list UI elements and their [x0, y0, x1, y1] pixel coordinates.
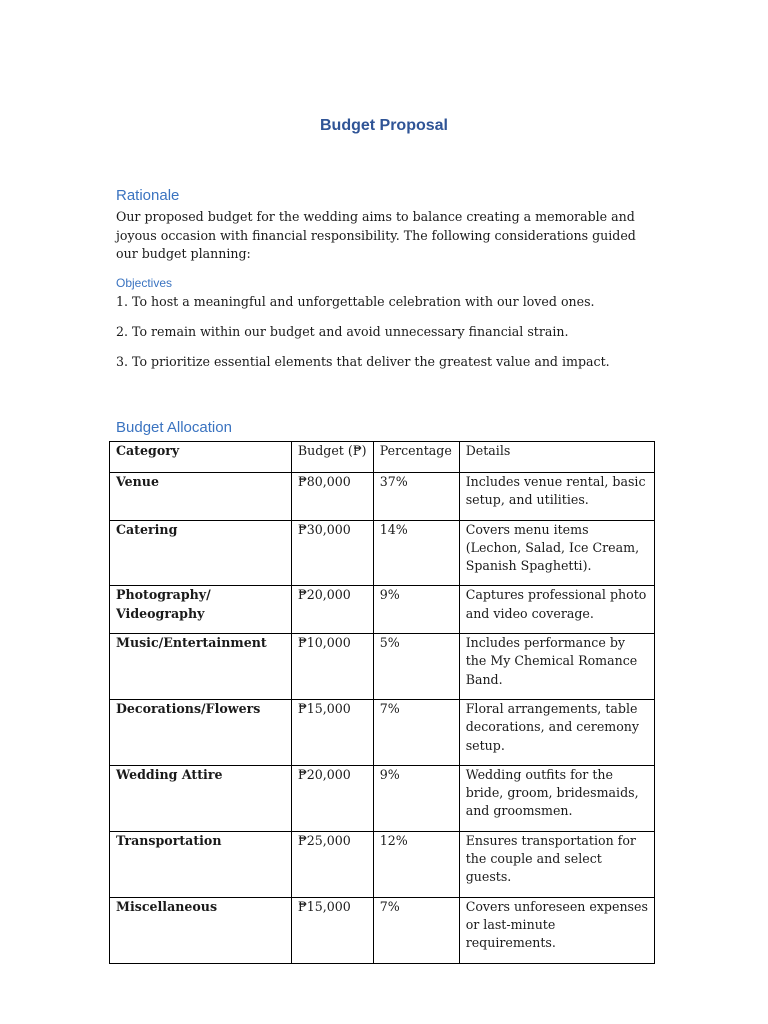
objective-item: 3. To prioritize essential elements that deliver the greatest value and impact. [116, 354, 610, 369]
budget-allocation-heading: Budget Allocation [116, 419, 232, 436]
rationale-heading: Rationale [116, 187, 180, 204]
cell-budget: ₱10,000 [291, 634, 373, 700]
column-header-budget: Budget (₱) [291, 442, 373, 473]
cell-percentage: 7% [373, 897, 459, 963]
budget-allocation-table [109, 441, 655, 964]
cell-budget: ₱25,000 [291, 831, 373, 897]
cell-category: Catering [110, 520, 292, 586]
column-header-details: Details [459, 442, 654, 473]
cell-percentage: 7% [373, 699, 459, 765]
cell-budget: ₱20,000 [291, 586, 373, 634]
cell-percentage: 14% [373, 520, 459, 586]
cell-details: Includes venue rental, basic setup, and utilities. [459, 473, 654, 521]
column-header-category: Category [110, 442, 292, 473]
cell-percentage: 9% [373, 765, 459, 831]
cell-details: Floral arrangements, table decorations, and ceremony setup. [459, 699, 654, 765]
table-row [110, 473, 655, 521]
cell-details: Covers menu items (Lechon, Salad, Ice Cream, Spanish Spaghetti). [459, 520, 654, 586]
cell-budget: ₱30,000 [291, 520, 373, 586]
cell-details: Wedding outfits for the bride, groom, bridesmaids, and groomsmen. [459, 765, 654, 831]
cell-percentage: 9% [373, 586, 459, 634]
table-row [110, 520, 655, 586]
table-row [110, 831, 655, 897]
table-header-row [110, 442, 655, 473]
cell-percentage: 5% [373, 634, 459, 700]
cell-details: Captures professional photo and video coverage. [459, 586, 654, 634]
table-row [110, 586, 655, 634]
table-row [110, 699, 655, 765]
table-row [110, 765, 655, 831]
cell-category: Music/Entertainment [110, 634, 292, 700]
cell-percentage: 12% [373, 831, 459, 897]
column-header-percentage: Percentage [373, 442, 459, 473]
objectives-heading: Objectives [116, 276, 173, 290]
cell-budget: ₱15,000 [291, 699, 373, 765]
cell-budget: ₱15,000 [291, 897, 373, 963]
document-title: Budget Proposal [319, 117, 448, 134]
cell-category: Wedding Attire [110, 765, 292, 831]
rationale-paragraph: Our proposed budget for the wedding aims to balance creating a memorable and joyous occasion with financial responsibility. The following considerations guided our budget planning: [116, 209, 636, 261]
cell-category: Photography/ Videography [110, 586, 292, 634]
objective-item: 1. To host a meaningful and unforgettable celebration with our loved ones. [116, 294, 595, 309]
table-row [110, 897, 655, 963]
cell-budget: ₱80,000 [291, 473, 373, 521]
cell-details: Ensures transportation for the couple and select guests. [459, 831, 654, 897]
cell-category: Transportation [110, 831, 292, 897]
cell-category: Venue [110, 473, 292, 521]
cell-category: Decorations/Flowers [110, 699, 292, 765]
cell-category: Miscellaneous [110, 897, 292, 963]
cell-details: Includes performance by the My Chemical Romance Band. [459, 634, 654, 700]
objective-item: 2. To remain within our budget and avoid unnecessary financial strain. [116, 324, 569, 339]
cell-budget: ₱20,000 [291, 765, 373, 831]
table-row [110, 634, 655, 700]
cell-details: Covers unforeseen expenses or last-minute requirements. [459, 897, 654, 963]
cell-percentage: 37% [373, 473, 459, 521]
